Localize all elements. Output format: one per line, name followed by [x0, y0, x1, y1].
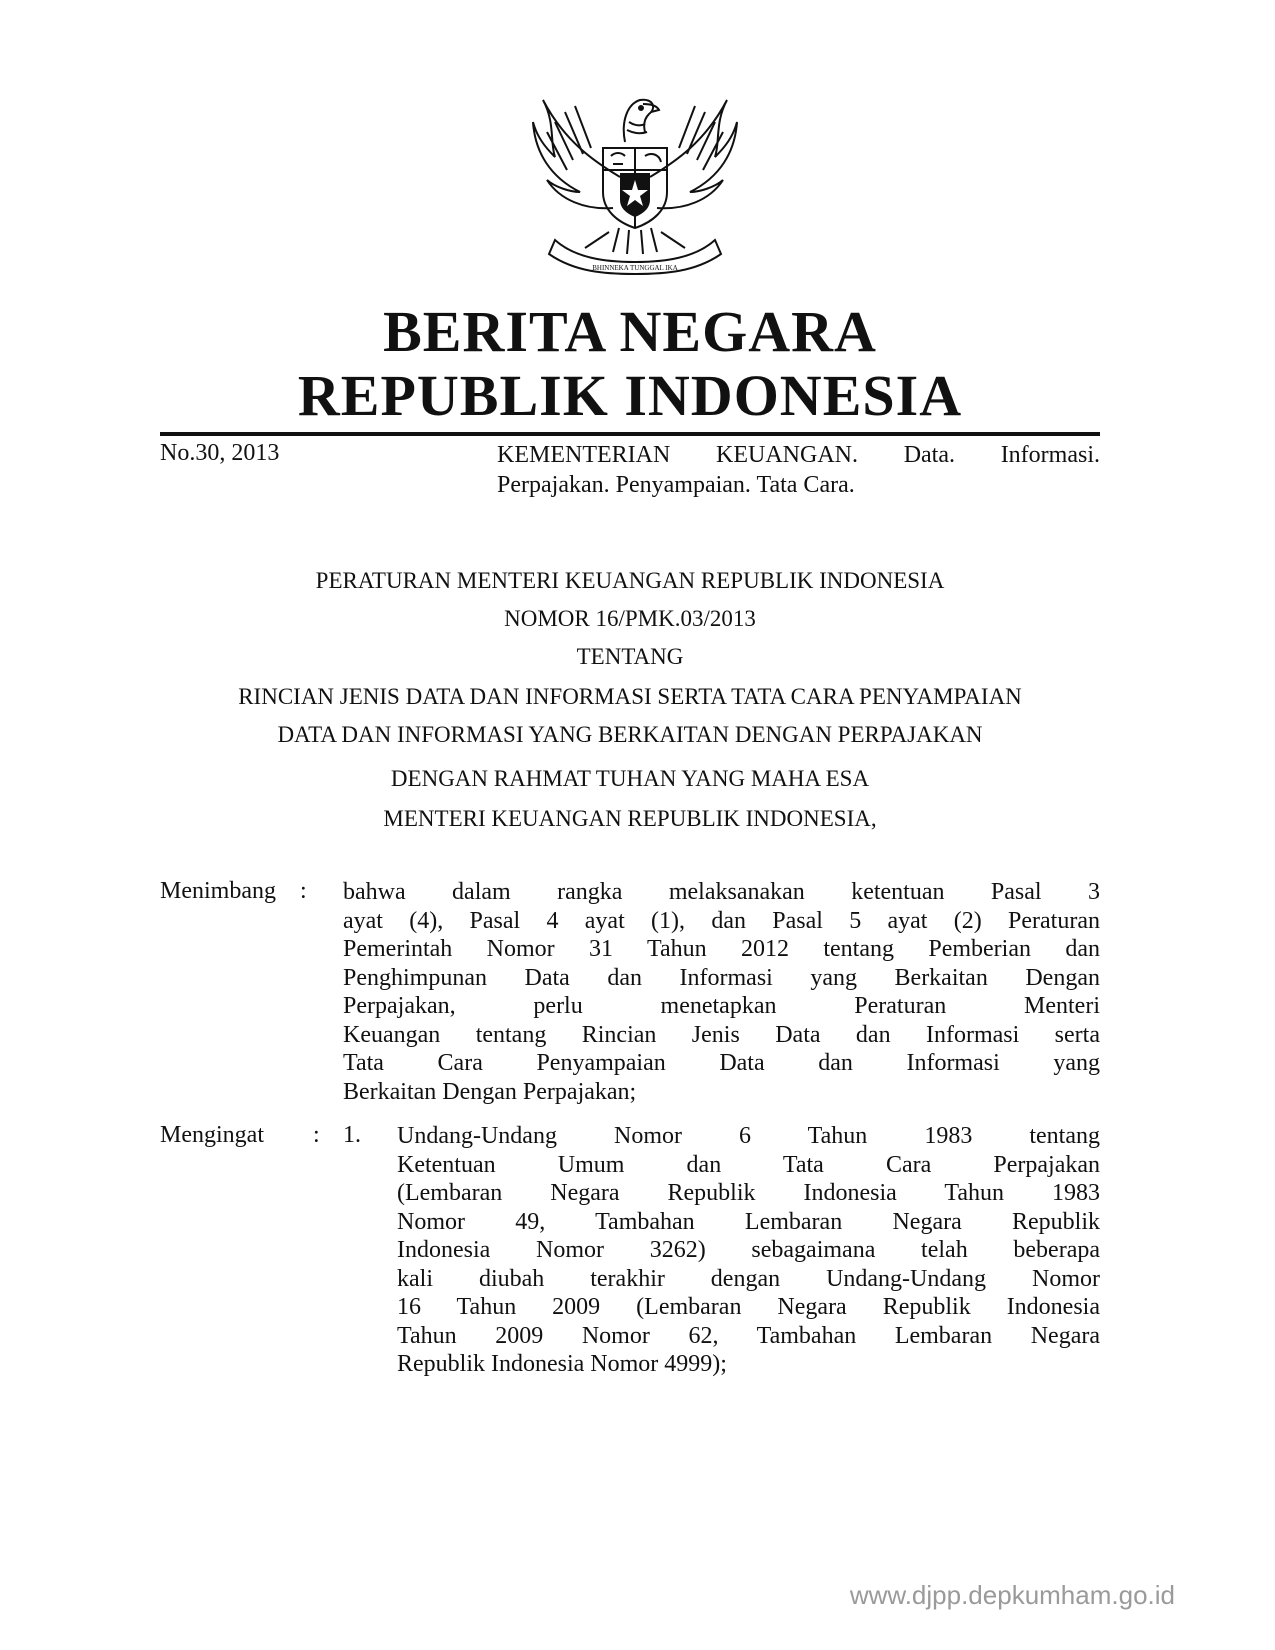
text-line: Keuangan tentang Rincian Jenis Data dan Informasi serta	[343, 1021, 1100, 1048]
watermark-url: www.djpp.depkumham.go.id	[849, 1580, 1175, 1610]
text-line: Indonesia Nomor 3262) sebagaimana telah beberapa	[397, 1237, 1100, 1263]
regulation-tentang: TENTANG	[576, 644, 684, 669]
mengingat-colon: :	[313, 1122, 320, 1148]
keywords-line: KEMENTERIAN KEUANGAN. Data. Informasi.	[497, 442, 1100, 468]
text-line: Undang-Undang Nomor 6 Tahun 1983 tentang	[397, 1123, 1100, 1149]
mengingat-label: Mengingat	[160, 1122, 264, 1148]
mengingat-item-text	[397, 1122, 1100, 1379]
text-line: 16 Tahun 2009 (Lembaran Negara Republik Indonesia	[397, 1294, 1100, 1320]
regulation-title: PERATURAN MENTERI KEUANGAN REPUBLIK INDONESIA	[315, 568, 945, 593]
menimbang-text	[343, 878, 1100, 1106]
text-line: Tata Cara Penyampaian Data dan Informasi yang	[343, 1050, 1100, 1076]
masthead-rule	[160, 432, 1100, 436]
emblem-motto: BHINNEKA TUNGGAL IKA	[592, 264, 678, 272]
text-line: Perpajakan, perlu menetapkan Peraturan Menteri	[343, 993, 1100, 1019]
text-line: (Lembaran Negara Republik Indonesia Tahun 1983	[397, 1180, 1100, 1206]
menimbang-colon: :	[300, 878, 307, 904]
mengingat-item-number: 1.	[343, 1122, 361, 1148]
text-line: Tahun 2009 Nomor 62, Tambahan Lembaran Negara	[397, 1322, 1100, 1349]
regulation-subject: RINCIAN JENIS DATA DAN INFORMASI SERTA TATA CARA PENYAMPAIAN	[238, 684, 1022, 709]
garuda-emblem-icon	[525, 82, 745, 278]
regulation-number: NOMOR 16/PMK.03/2013	[504, 606, 756, 631]
regulation-subject: DATA DAN INFORMASI YANG BERKAITAN DENGAN PERPAJAKAN	[277, 722, 983, 747]
text-line: Penghimpunan Data dan Informasi yang Berkaitan Dengan	[343, 964, 1100, 991]
text-line: kali diubah terakhir dengan Undang-Undang Nomor	[397, 1265, 1100, 1292]
text-line: ayat (4), Pasal 4 ayat (1), dan Pasal 5 ayat (2) Peraturan	[343, 907, 1100, 934]
text-line: Ketentuan Umum dan Tata Cara Perpajakan	[397, 1151, 1100, 1178]
gazette-subtitle: REPUBLIK INDONESIA	[297, 363, 963, 428]
preamble-minister: MENTERI KEUANGAN REPUBLIK INDONESIA,	[383, 806, 877, 831]
issue-keywords	[497, 440, 1100, 500]
menimbang-label: Menimbang	[160, 878, 276, 904]
gazette-title: BERITA NEGARA	[383, 299, 877, 364]
text-line: Nomor 49, Tambahan Lembaran Negara Republik	[397, 1208, 1100, 1235]
issue-number: No.30, 2013	[160, 440, 280, 466]
text-line: bahwa dalam rangka melaksanakan ketentuan Pasal 3	[343, 879, 1100, 905]
text-line: Berkaitan Dengan Perpajakan;	[343, 1078, 637, 1105]
text-line: Republik Indonesia Nomor 4999);	[397, 1351, 727, 1377]
text-line: Pemerintah Nomor 31 Tahun 2012 tentang Pemberian dan	[343, 936, 1100, 962]
keywords-line: Perpajakan. Penyampaian. Tata Cara.	[497, 472, 855, 498]
preamble-rahmat: DENGAN RAHMAT TUHAN YANG MAHA ESA	[390, 766, 870, 791]
